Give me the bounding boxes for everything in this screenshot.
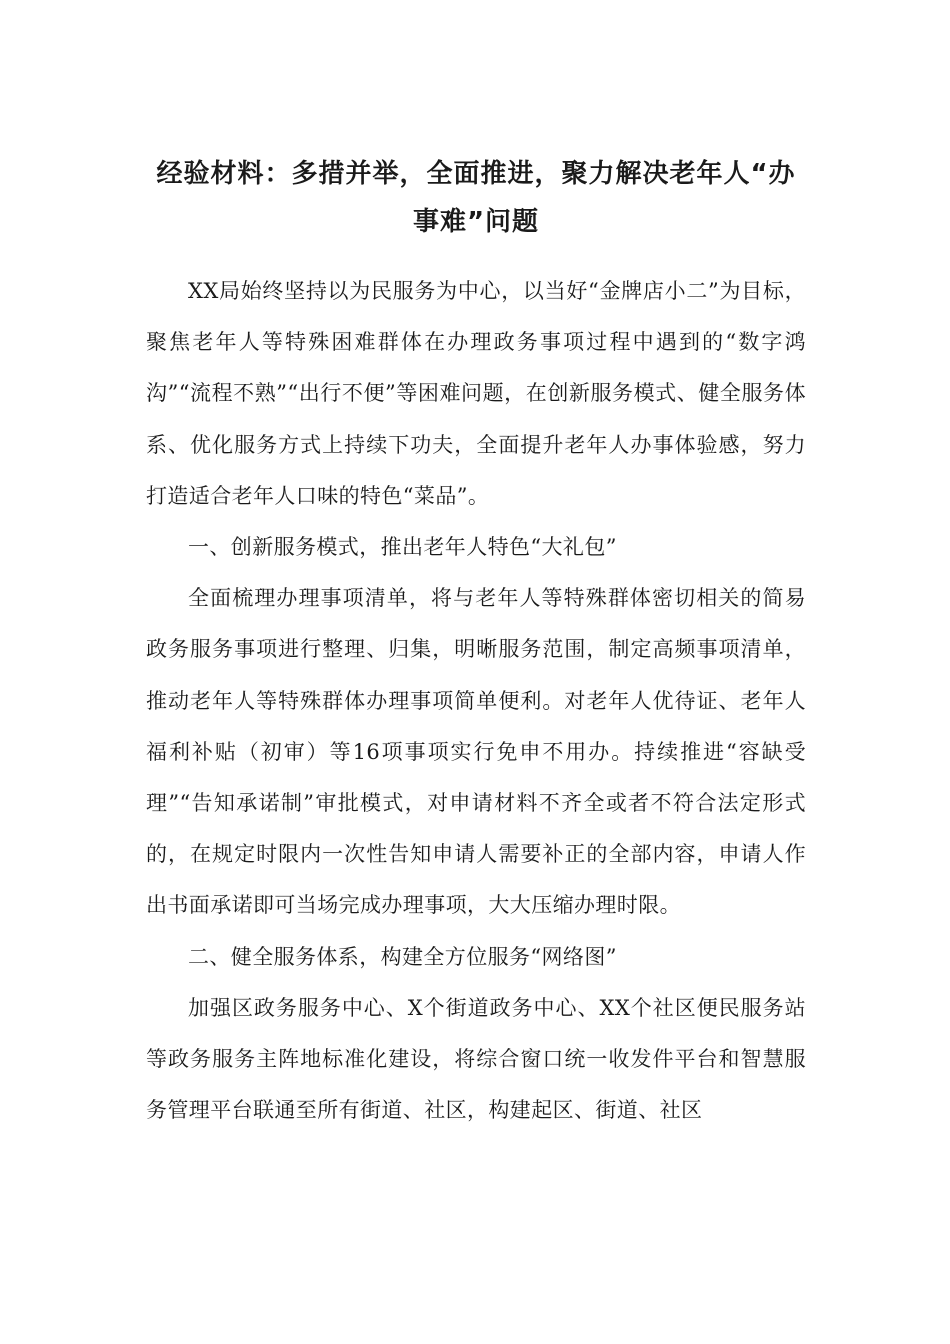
section-2-paragraph: 加强区政务服务中心、X个街道政务中心、XX个社区便民服务站等政务服务主阵地标准化建设，将综合窗口统一收发件平台和智慧服务管理平台联通至所有街道、社区，构建起区、街道、社区	[146, 995, 806, 1123]
section-heading-2: 二、健全服务体系，构建全方位服务“网络图”	[188, 944, 617, 969]
intro-paragraph: XX局始终坚持以为民服务为中心，以当好“金牌店小二”为目标，聚焦老年人等特殊困难群体在办理政务事项过程中遇到的“数字鸿沟”“流程不熟”“出行不便”等困难问题，在创新服务模式、健全服务体系、优化服务方式上持续下功夫，全面提升老年人办事体验感，努力打造适合老年人口味的特色“菜品”。	[146, 279, 806, 508]
document-title: 经验材料：多措并举，全面推进，聚力解决老年人“办事难”问题	[156, 159, 796, 237]
section-1-paragraph: 全面梳理办理事项清单，将与老年人等特殊群体密切相关的简易政务服务事项进行整理、归集，明晰服务范围，制定高频事项清单，推动老年人等特殊群体办理事项简单便利。对老年人优待证、老年人福利补贴（初审）等16项事项实行免申不用办。持续推进“容缺受理”“告知承诺制”审批模式，对申请材料不齐全或者不符合法定形式的，在规定时限内一次性告知申请人需要补正的全部内容，申请人作出书面承诺即可当场完成办理事项，大大压缩办理时限。	[146, 586, 806, 918]
document-page	[146, 150, 806, 1136]
section-heading-1: 一、创新服务模式，推出老年人特色“大礼包”	[188, 535, 617, 560]
